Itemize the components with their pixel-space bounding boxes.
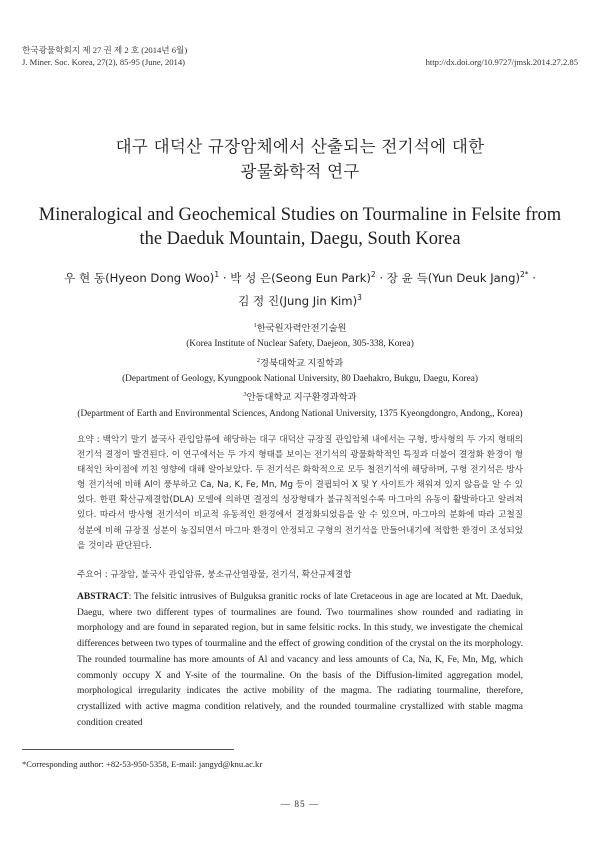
affiliation-mark: 3	[243, 391, 247, 399]
abstract-english-text: : The felsitic intrusives of Bulguksa granitic rocks of late Cretaceous in age are located at Mt. Daeduk, Daegu, where two different types of tourmalines are found. Two tourmalines show rounded and radiating in morphology and are found in separated region, but in same felsitic rocks. In this study, we investigate the chemical differences between two types of tourmaline and the effect of growing condition of the crystal on the its morphology. The rounded tourmaline has more amounts of Al and vacancy and less amounts of Ca, Na, K, Fe, Mn, Mg, which commonly occupy X and Y-site of the tourmaline. On the basis of the Diffusion-limited aggregation model, morphological irregularity indicates the active mobility of the magma. The radiating tourmaline, therefore, crystallized with active magma condition relatively, and the rounded tourmaline crystallized with stable magma condition created	[77, 592, 523, 728]
affiliation-korean	[0, 353, 600, 372]
affiliation-english: (Department of Geology, Kyungpook National University, 80 Daehakro, Bukgu, Daegu, Korea)	[122, 374, 478, 385]
affiliation-name-ko: 안동대학교 지구환경과학과	[246, 393, 357, 404]
author-separator: ·	[532, 270, 536, 285]
author-line-1	[20, 265, 580, 288]
page-number: — 85 —	[280, 800, 320, 810]
affiliations	[0, 318, 600, 422]
affiliation-name-ko: 한국원자력안전기술원	[256, 324, 347, 335]
title-english	[20, 203, 580, 251]
author-mark: 1	[214, 270, 220, 279]
author-name: 김 정 진(Jung Jin Kim)	[238, 293, 358, 308]
affiliation-name-ko: 경북대학교 지질학과	[260, 358, 344, 369]
keywords-label: 주요어 :	[77, 570, 111, 580]
abstract-english-label: ABSTRACT	[77, 592, 129, 602]
footnote-divider	[22, 749, 234, 750]
abstract-korean	[77, 433, 523, 554]
affiliation-english: (Korea Institute of Nuclear Safety, Daejeon, 305-338, Korea)	[186, 339, 414, 350]
abstract-english	[77, 590, 523, 731]
author-list	[20, 265, 580, 311]
corresponding-author-footnote: *Corresponding author: +82-53-950-5358, E-mail: jangyd@knu.ac.kr	[22, 759, 263, 769]
title-korean-line1: 대구 대덕산 규장암체에서 산출되는 전기석에 대한	[115, 137, 485, 156]
doi-link[interactable]: http://dx.doi.org/10.9727/jmsk.2014.27.2.85	[425, 57, 578, 67]
journal-header-english: J. Miner. Soc. Korea, 27(2), 85-95 (June, 2014)	[22, 57, 186, 67]
affiliation-english: (Department of Earth and Environmental Sciences, Andong National University, 1375 Kyeongdongro, Andong,, Korea)	[77, 408, 523, 419]
author-name: 우 현 동(Hyeon Dong Woo)	[64, 270, 215, 285]
affiliation-mark: 1	[253, 322, 257, 329]
title-korean-line2: 광물화학적 연구	[240, 162, 360, 181]
abstract-korean-text: 백악기 말기 불국사 관입암류에 해당하는 대구 대덕산 규장질 관입암체 내에서는 구형, 방사형의 두 가지 형태의 전기석 결정이 발견된다. 이 연구에서는 두 가지 형태를 보이는 전기석의 광물화학적인 특징과 더불어 결정화 환경이 형태적인 차이점에 끼친 영향에 대해 알아보았다. 두 전기석은 화학적으로 모두 철전기석에 해당하며, 구형 전기석은 방사형 전기석에 비해 Al이 풍부하고 Ca, Na, K, Fe, Mn, Mg 등이 결핍되어 X 및 Y 사이트가 채워져 있지 않음을 알 수 있었다. 한편 확산규제결합(DLA) 모델에 의하면 결정의 성장형태가 불규칙적일수록 마그마의 유동이 활발하다고 알려져 있다. 따라서 방사형 전기석이 비교적 유동적인 환경에서 결정화되었음을 알 수 있으며, 마그마의 분화에 따라 고철질 성분에 비해 규장질 성분이 농집되면서 마그마 환경이 안정되고 구형의 전기석을 만들어내기에 적합한 환경이 조성되었을 것이라 판단된다.	[77, 435, 523, 551]
affiliation-korean	[0, 387, 600, 406]
abstract-korean-label: 요약 :	[77, 435, 103, 445]
author-separator: ·	[379, 270, 384, 285]
title-english-line2: the Daeduk Mountain, Daegu, South Korea	[139, 229, 461, 249]
keywords-text: 규장암, 불국사 관입암류, 붕소규산염광물, 전기석, 확산규제결합	[110, 570, 352, 580]
author-name: 박 성 은(Seong Eun Park)	[230, 270, 371, 285]
author-line-2	[20, 288, 580, 311]
affiliation-mark: 2	[256, 356, 261, 364]
journal-header-korean: 한국광물학회지 제 27 권 제 2 호 (2014년 6월)	[22, 45, 188, 55]
author-separator: ·	[222, 270, 227, 285]
keywords-korean	[77, 568, 523, 580]
author-mark: 2*	[519, 270, 529, 279]
author-mark: 2	[370, 270, 376, 279]
affiliation-korean	[0, 318, 600, 337]
title-english-line1: Mineralogical and Geochemical Studies on Tourmaline in Felsite from	[38, 205, 562, 225]
author-name: 장 윤 득(Yun Deuk Jang)	[386, 270, 520, 285]
author-mark: 3	[357, 292, 362, 302]
